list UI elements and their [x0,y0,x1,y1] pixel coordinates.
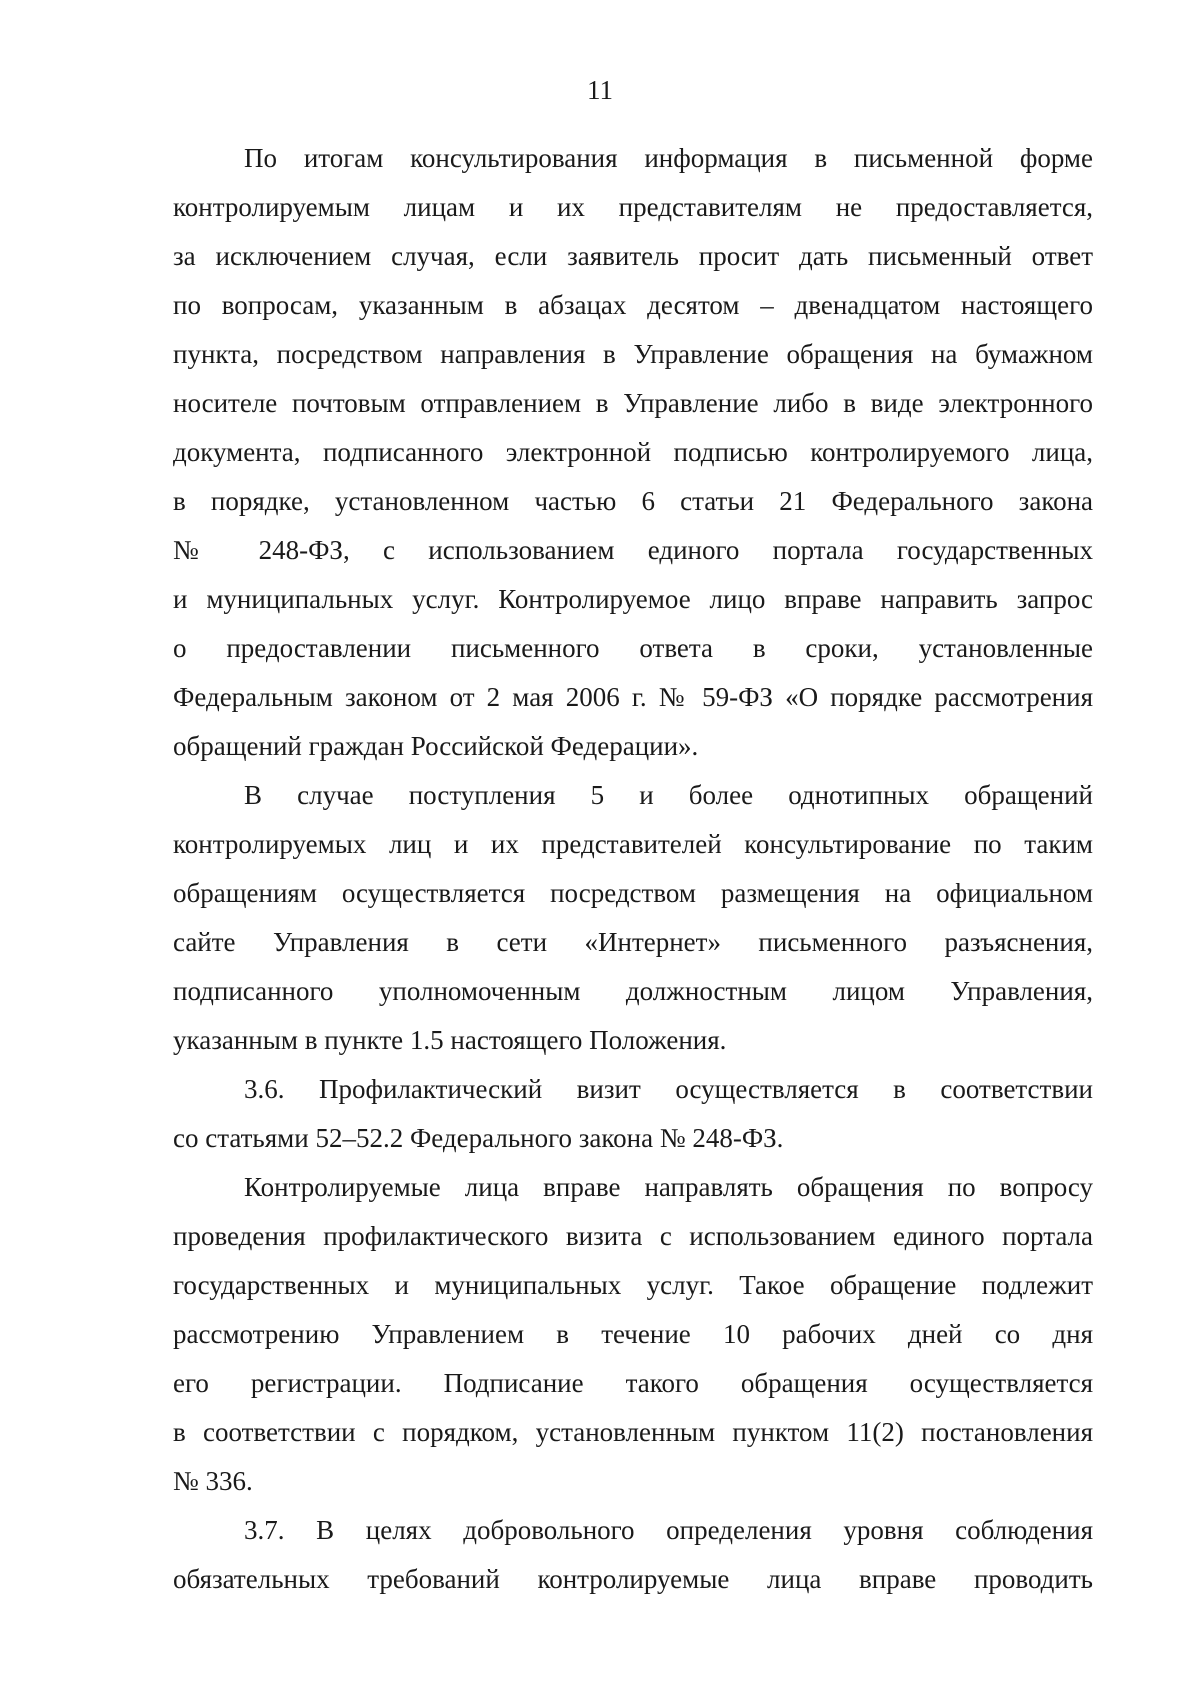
page-number: 11 [587,75,613,105]
text-line: 3.6. Профилактический визит осуществляется в соответствии [244,1074,1093,1104]
paragraph-3-6-preventive-visit [173,1065,1093,1163]
document-body [173,134,1093,1604]
text-line: о предоставлении письменного ответа в сроки, установленные [173,633,1093,663]
text-line: проведения профилактического визита с использованием единого портала [173,1221,1093,1251]
text-line: обращений граждан Российской Федерации». [173,731,699,761]
text-line: за исключением случая, если заявитель просит дать письменный ответ [173,241,1093,271]
paragraph-visit-requests [173,1163,1093,1506]
text-line: его регистрации. Подписание такого обращения осуществляется [173,1368,1093,1398]
text-line: со статьями 52–52.2 Федерального закона № 248-ФЗ. [173,1123,784,1153]
text-line: в порядке, установленном частью 6 статьи 21 Федерального закона [173,486,1093,516]
text-line: в соответствии с порядком, установленным пунктом 11(2) постановления [173,1417,1093,1447]
text-line: Федеральным законом от 2 мая 2006 г. № 59-ФЗ «О порядке рассмотрения [173,682,1093,712]
text-line: контролируемым лицам и их представителям не предоставляется, [173,192,1093,222]
paragraph-multiple-requests [173,771,1093,1065]
text-line: контролируемых лиц и их представителей консультирование по таким [173,829,1093,859]
text-line: № 336. [173,1466,253,1496]
text-line: обязательных требований контролируемые лица вправе проводить [173,1564,1093,1594]
text-line: Контролируемые лица вправе направлять обращения по вопросу [244,1172,1093,1202]
text-line: документа, подписанного электронной подписью контролируемого лица, [173,437,1093,467]
text-line: № 248-ФЗ, с использованием единого портала государственных [173,535,1093,565]
text-line: и муниципальных услуг. Контролируемое лицо вправе направить запрос [173,584,1093,614]
text-line: пункта, посредством направления в Управление обращения на бумажном [173,339,1093,369]
paragraph-consultation-written-answer [173,134,1093,771]
text-line: носителе почтовым отправлением в Управление либо в виде электронного [173,388,1093,418]
text-line: В случае поступления 5 и более однотипных обращений [244,780,1093,810]
text-line: обращениям осуществляется посредством размещения на официальном [173,878,1093,908]
text-line: рассмотрению Управлением в течение 10 рабочих дней со дня [173,1319,1093,1349]
text-line: государственных и муниципальных услуг. Такое обращение подлежит [173,1270,1093,1300]
text-line: 3.7. В целях добровольного определения уровня соблюдения [244,1515,1093,1545]
text-line: по вопросам, указанным в абзацах десятом – двенадцатом настоящего [173,290,1093,320]
text-line: По итогам консультирования информация в письменной форме [244,143,1093,173]
paragraph-3-7-self-assessment [173,1506,1093,1604]
text-line: сайте Управления в сети «Интернет» письменного разъяснения, [173,927,1093,957]
text-line: подписанного уполномоченным должностным лицом Управления, [173,976,1093,1006]
text-line: указанным в пункте 1.5 настоящего Положения. [173,1025,727,1055]
